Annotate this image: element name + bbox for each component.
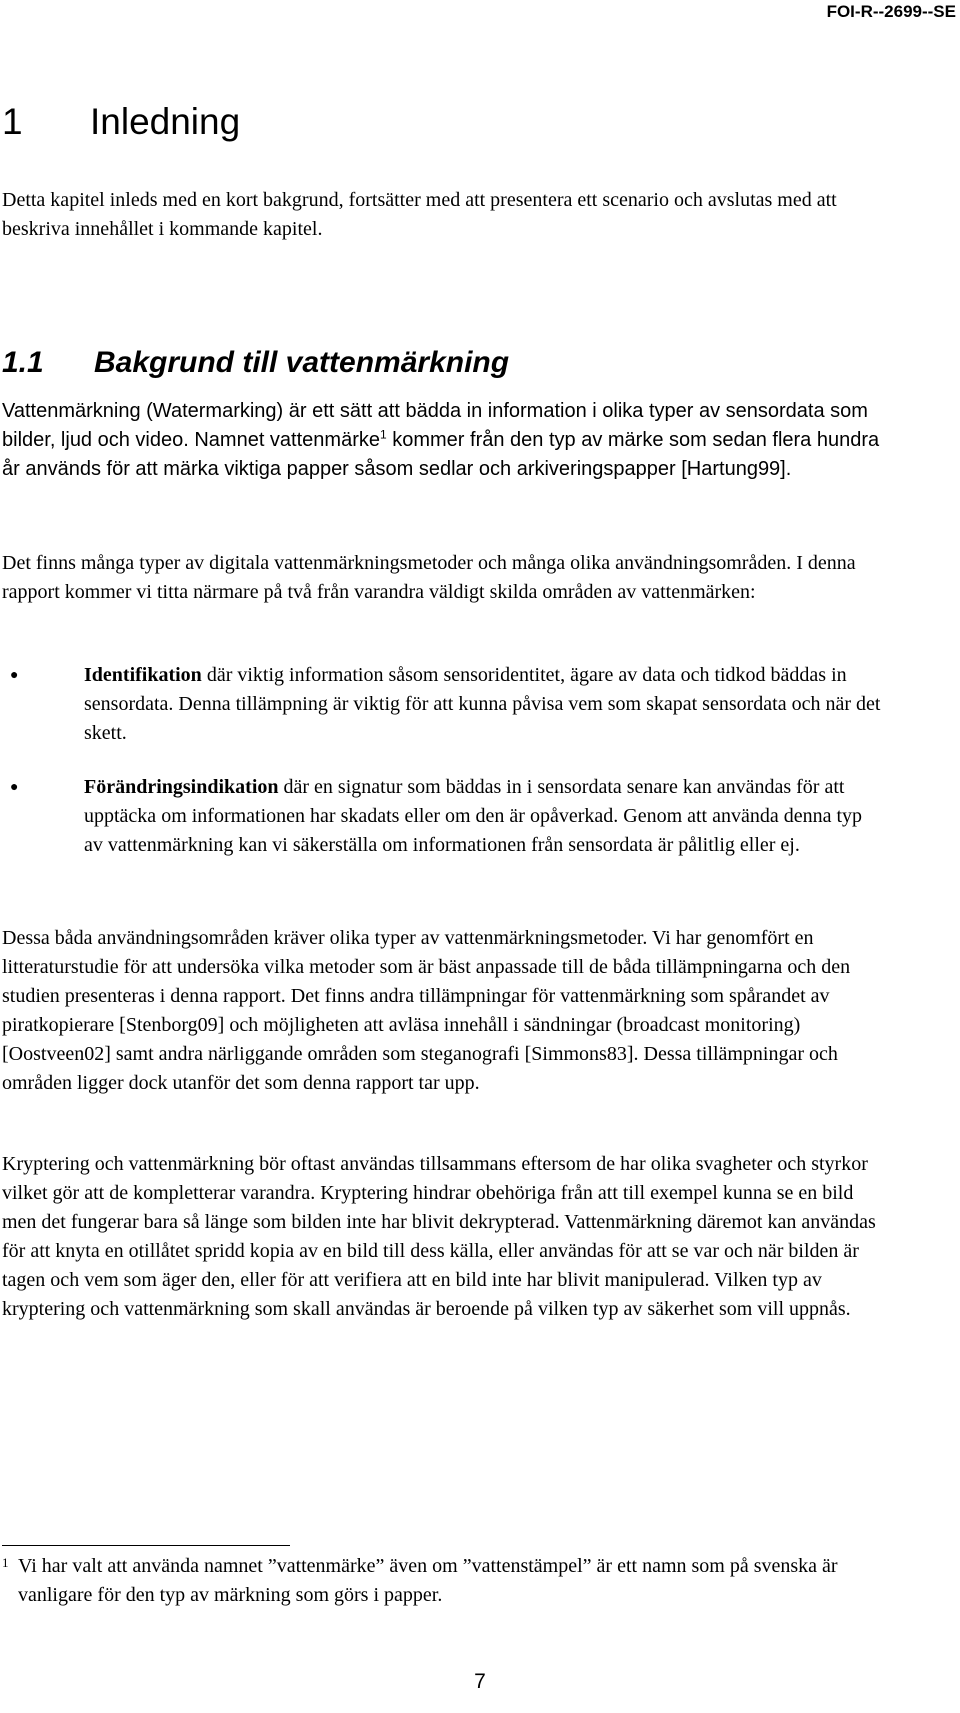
intro-paragraph: Detta kapitel inleds med en kort bakgrund, fortsätter med att presentera ett scenario och avslutas med att beskriva innehållet i kommande kapitel. <box>2 189 837 240</box>
paragraph-encryption: Kryptering och vattenmärkning bör oftast användas tillsammans eftersom de har olika svagheter och styrkor vilket gör att de kompletterar varandra. Kryptering hindrar obehöriga från att till exempel kunna se en bild men det fungerar bara så länge som bilden inte har blivit dekrypterad. Vattenmärkning däremot kan användas för att knyta en otillåtet spridd kopia av en bild till dess källa, eller användas för att se var och när bilden är tagen och vem som äger den, eller för att verifiera att en bild inte har blivit manipulerad. Vilken typ av kryptering och vattenmärkning som skall användas är beroende på vilken typ av säkerhet som vill uppnås. <box>2 1153 876 1320</box>
list-item-description: där viktig information såsom sensoridentitet, ägare av data och tidkod bäddas in sensordata. Denna tillämpning är viktig för att kunna påvisa vem som skapat sensordata och när det skett. <box>84 664 881 744</box>
paragraph-text: kommer från den typ av märke som sedan flera hundra år används för att märka viktiga papper såsom sedlar och arkiveringspapper [Hartung99]. <box>2 429 880 480</box>
footnote-text: Vi har valt att använda namnet ”vattenmärke” även om ”vattenstämpel” är ett namn som på svenska är vanligare för den typ av märkning som görs i papper. <box>18 1555 838 1606</box>
page-number: 7 <box>474 1670 486 1693</box>
paragraph-text: Vattenmärkning (Watermarking) är ett sätt att bädda in information i olika typer av sensordata som bilder, ljud och video. Namnet vattenmärke <box>2 400 868 451</box>
chapter-heading <box>2 100 240 144</box>
chapter-title: Inledning <box>90 101 241 142</box>
footnote-mark: 1 <box>2 1555 9 1570</box>
list-item-text <box>84 661 882 748</box>
list-item <box>2 661 882 748</box>
list-item <box>2 773 882 860</box>
section-number: 1.1 <box>2 346 44 379</box>
footnote-separator <box>2 1545 290 1546</box>
chapter-number: 1 <box>2 101 23 142</box>
footnote-reference[interactable]: 1 <box>379 427 387 442</box>
paragraph-methods: Det finns många typer av digitala vattenmärkningsmetoder och många olika användningsområden. I denna rapport kommer vi titta närmare på två från varandra väldigt skilda områden av vattenmärken: <box>2 552 856 603</box>
list-item-term: Förändringsindikation <box>84 776 279 798</box>
list-item-text <box>84 773 882 860</box>
list-item-description: där en signatur som bäddas in i sensordata senare kan användas för att upptäcka om informationen har skadats eller om den är opåverkad. Genom att använda denna typ av vattenmärkning kan vi säkerställa om informationen från sensordata är pålitlig eller ej. <box>84 776 863 856</box>
paragraph-watermarking <box>2 397 882 484</box>
list-item-term: Identifikation <box>84 664 202 686</box>
section-heading <box>2 345 509 381</box>
paragraph-applications: Dessa båda användningsområden kräver olika typer av vattenmärkningsmetoder. Vi har genomfört en litteraturstudie för att undersöka vilka metoder som är bäst anpassade till de båda tillämpningarna och den studien presenteras i denna rapport. Det finns andra tillämpningar för vattenmärkning som spårandet av piratkopierare [Stenborg09] och möjligheten att avläsa innehåll i sändningar (broadcast monitoring) [Oostveen02] samt andra närliggande områden som steganografi [Simmons83]. Dessa tillämpningar och områden ligger dock utanför det som denna rapport tar upp. <box>2 927 851 1094</box>
section-title: Bakgrund till vattenmärkning <box>94 346 510 379</box>
report-code: FOI-R--2699--SE <box>826 2 956 21</box>
bullet-icon: ● <box>10 780 19 795</box>
footnote <box>2 1552 882 1610</box>
bullet-icon: ● <box>10 668 19 683</box>
